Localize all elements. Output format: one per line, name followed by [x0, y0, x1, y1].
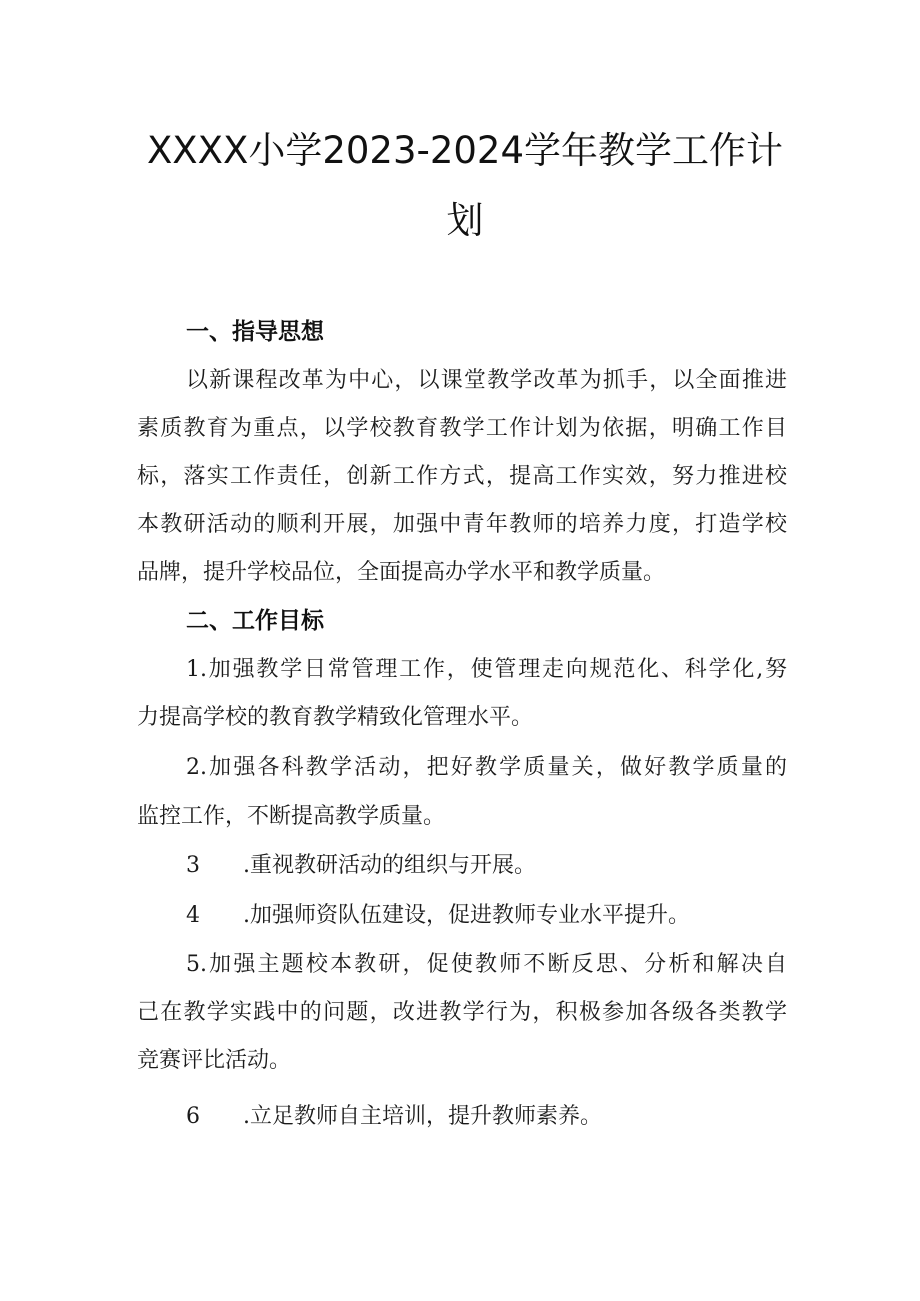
- list-item-line: 己在教学实践中的问题，改进教学行为，积极参加各级各类教学: [137, 1000, 787, 1025]
- paragraph-line: 标，落实工作责任，创新工作方式，提高工作实效，努力推进校: [137, 464, 787, 489]
- list-item-number: 3: [186, 853, 200, 878]
- paragraph-line: 本教研活动的顺利开展，加强中青年教师的培养力度，打造学校: [137, 512, 787, 537]
- document-title: XXXX小学2023-2024学年教学工作计: [146, 129, 784, 172]
- section-heading-guiding-ideology: 一、指导思想: [186, 319, 324, 345]
- document-title-continued: 划: [446, 199, 484, 242]
- list-item-line: 监控工作，不断提高教学质量。: [137, 804, 446, 829]
- paragraph-line: 品牌，提升学校品位，全面提高办学水平和教学质量。: [137, 560, 666, 585]
- list-item-line: 竞赛评比活动。: [137, 1048, 292, 1073]
- list-item-number: 4: [186, 903, 200, 928]
- paragraph-line: 素质教育为重点，以学校教育教学工作计划为依据，明确工作目: [137, 416, 787, 441]
- list-item-line: 5.加强主题校本教研，促使教师不断反思、分析和解决自: [186, 952, 787, 977]
- list-item-line: 力提高学校的教育教学精致化管理水平。: [137, 705, 534, 730]
- paragraph-line: 以新课程改革为中心，以课堂教学改革为抓手，以全面推进: [186, 368, 787, 393]
- list-item-text: .重视教研活动的组织与开展。: [243, 853, 536, 878]
- list-item-line: 2.加强各科教学活动，把好教学质量关，做好教学质量的: [186, 755, 787, 780]
- list-item-number: 6: [186, 1104, 200, 1129]
- list-item-text: .加强师资队伍建设，促进教师专业水平提升。: [243, 903, 690, 928]
- section-heading-work-goals: 二、工作目标: [186, 608, 324, 634]
- list-item-line: 1.加强教学日常管理工作，使管理走向规范化、科学化,努: [186, 657, 787, 682]
- list-item-text: .立足教师自主培训，提升教师素养。: [243, 1104, 602, 1129]
